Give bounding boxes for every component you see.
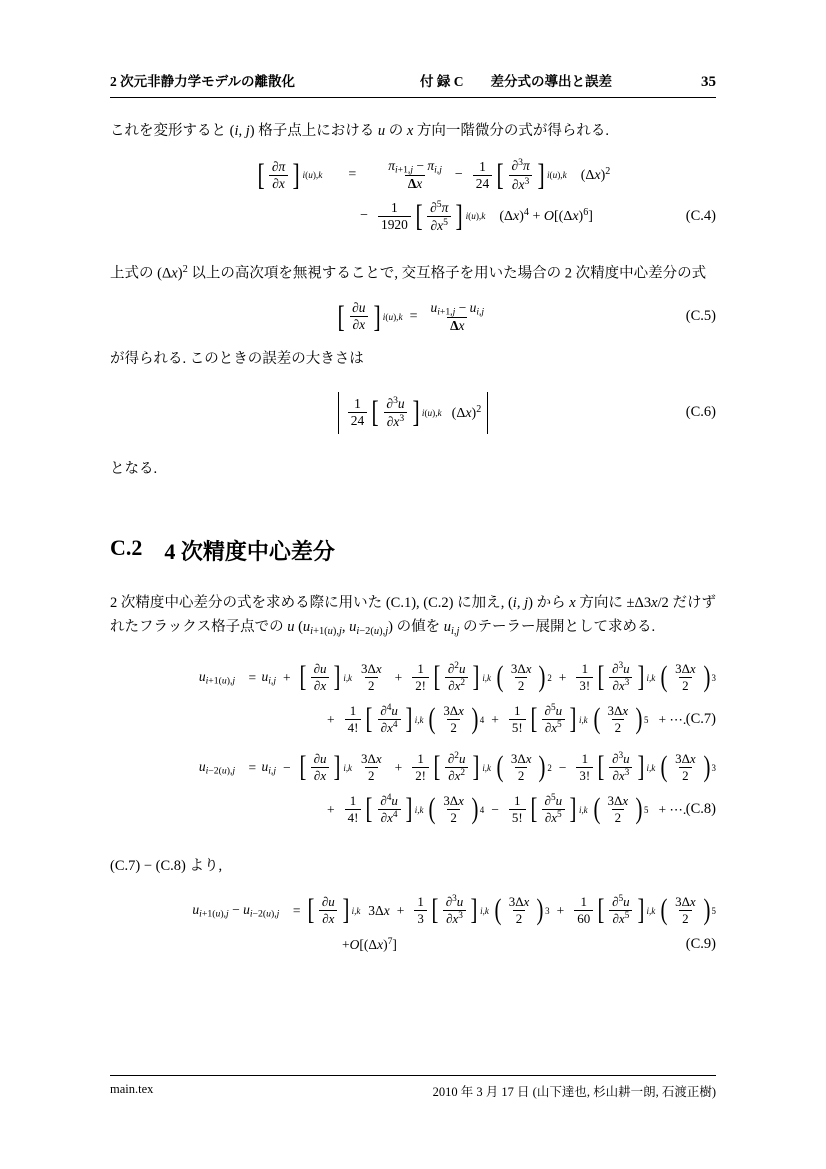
equation-c9: $u_{i+1(u),j} - u_{i-2(u),j}$ = [ $\frac{\partial u}{\partial x}$ ] i,k 3Δx + $\frac{1}{3}$ [ $\frac{\partial^3u}{\partial x^3}$ ] i,k ( $\frac{3\Delta x}{2}$ ) 3 + $\frac{1}{60}$ [ $\frac{\partial^5u}{\partial x^5}$ ] i,k ( $\frac{3\Delta x}{2}$ ) 5 $+O[(\Delta x)^7]$ (C.9) [192, 894, 716, 953]
equation-number-c8: (C.8) [685, 801, 716, 817]
equation-number-c4: (C.4) [685, 207, 716, 224]
paragraph-2: 上式の $(\Delta x)^2$ 以上の高次項を無視することで, 交互格子を用いた場合の 2 次精度中心差分の式 [110, 263, 707, 282]
section-heading [110, 535, 716, 566]
footer-filename: main.tex [110, 1082, 154, 1096]
equation-c8: $u_{i-2(u),j}$ = $u_{i,j}$ − [ $\frac{\partial u}{\partial x}$ ] i,k $\frac{3\Delta x}{2}$ + $\frac{1}{2!}$ [ $\frac{\partial^2u}{\partial x^2}$ ] i,k ( $\frac{3\Delta x}{2}$ ) 2 − $\frac{1}{3!}$ [ $\frac{\partial^3u}{\partial x^3}$ ] i,k ( $\frac{3\Delta x}{2}$ ) 3 + $\frac{1}{4!}$ [ $\frac{\partial^4u}{\partial x^4}$ ] i,k ( $\frac{3\Delta x}{2}$ ) 4 − $\frac{1}{5!}$ [ $\frac{\partial^5u}{\partial x^5}$ ] i,k ( $\frac{3\Delta x}{2}$ ) 5 + ⋯. (C.8) [198, 750, 716, 825]
equation-number-c9: (C.9) [685, 936, 716, 953]
equation-c5: [ $\frac{\partial u}{\partial x}$ ] i(u),k = $\frac{u_{i+1,j} - u_{i,j}}{\Delta x}$ (C.5) [337, 299, 716, 334]
running-head-middle: 付 録 C 差分式の導出と誤差 [420, 74, 612, 89]
page-footer [110, 1075, 716, 1100]
equation-number-c6: (C.6) [685, 404, 716, 421]
paragraph-1: これを変形すると (i, j) 格子点上における u の x 方向一階微分の式が得られる. [110, 123, 610, 139]
equation-c4: [ $\frac{\partial\pi}{\partial x}$ ] i(u),k = $\frac{\pi_{i+1,j} - \pi_{i,j}}{\Delta x}$ − $\frac{1}{24}$ [ $\frac{\partial^3\pi}{\partial x^3}$ ] i(u),k $(\Delta x)^2$ − $\frac{1}{1920}$ [ $\frac{\partial^5\pi}{\partial x^5}$ ] i(u),k $(\Delta x)^4 + O[(\Delta x)^6]$ (C.4) [257, 157, 716, 233]
paragraph-5: 2 次精度中心差分の式を求める際に用いた (C.1), (C.2) に加え, (i, j) から x 方向に ±Δ3x/2 だけずれたフラックス格子点での u ($u_{i+1(u),j}$, $u_{i-2(u),j}$) の値を $u_{i,j}$ のテーラー展開として求める. [110, 595, 716, 637]
equation-c7: $u_{i+1(u),j}$ = $u_{i,j}$ + [ $\frac{\partial u}{\partial x}$ ] i,k $\frac{3\Delta x}{2}$ + $\frac{1}{2!}$ [ $\frac{\partial^2u}{\partial x^2}$ ] i,k ( $\frac{3\Delta x}{2}$ ) 2 + $\frac{1}{3!}$ [ $\frac{\partial^3u}{\partial x^3}$ ] i,k ( $\frac{3\Delta x}{2}$ ) 3 + $\frac{1}{4!}$ [ $\frac{\partial^4u}{\partial x^4}$ ] i,k ( $\frac{3\Delta x}{2}$ ) 4 + $\frac{1}{5!}$ [ $\frac{\partial^5u}{\partial x^5}$ ] i,k ( $\frac{3\Delta x}{2}$ ) 5 + ⋯. (C.7) [198, 660, 716, 735]
equation-c6: $\frac{1}{24}$ [ $\frac{\partial^3u}{\partial x^3}$ ] i(u),k $(\Delta x)^2$ (C.6) [110, 392, 716, 434]
footer-date-authors: 2010 年 3 月 17 日 (山下達也, 杉山耕一朗, 石渡正樹) [432, 1085, 716, 1099]
section-number: C.2 [110, 535, 143, 561]
running-head-left: 2 次元非静力学モデルの離散化 [110, 74, 295, 89]
equation-number-c5: (C.5) [685, 308, 716, 325]
running-head [110, 70, 716, 98]
paragraph-4: となる. [110, 460, 158, 477]
equation-number-c7: (C.7) [685, 711, 716, 727]
section-title: 4 次精度中心差分 [164, 539, 335, 565]
paragraph-3: が得られる. このときの誤差の大きさは [110, 351, 364, 368]
paragraph-6: (C.7) − (C.8) より, [110, 857, 223, 874]
page-number: 35 [701, 74, 716, 90]
